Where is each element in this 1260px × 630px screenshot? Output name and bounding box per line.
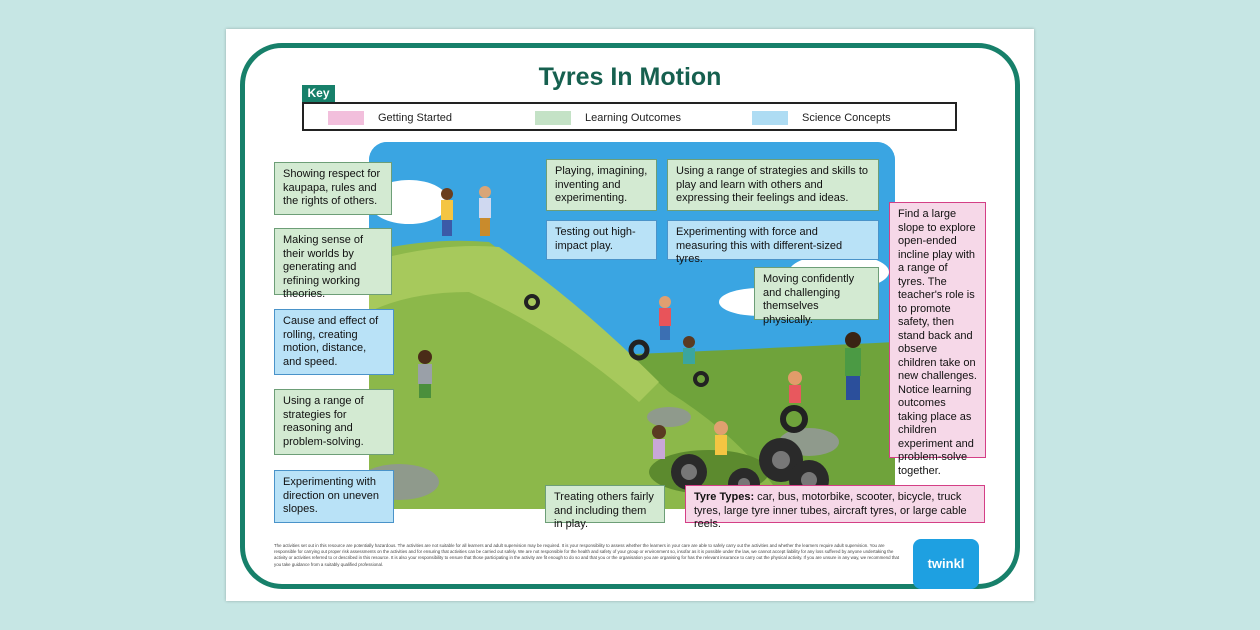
tyre-types-text: car, bus, motorbike, scooter, bicycle, truck tyres, large tyre inner tubes, aircraft tyres, or large cable reels. [694,491,967,530]
key-item-learning-outcomes [535,110,681,126]
card-tyre-types [685,485,985,530]
card-respect: Showing respect for kaupapa, rules and the rights of others. [274,162,392,215]
twinkl-logo: twinkl [913,539,979,589]
card-force: Experimenting with force and measuring this with different-sized tyres. [667,220,879,260]
poster-sheet [226,29,1034,601]
swatch-green [535,111,571,125]
card-direction: Experimenting with direction on uneven slopes. [274,470,394,523]
card-slope-instructions: Find a large slope to explore open-ended incline play with a range of tyres. The teacher's role is to promote safety, then stand back and observe children take on new challenges. Notice learning outcomes taking place as children experiment and problem-solve together. [889,202,986,458]
card-cause-effect: Cause and effect of rolling, creating motion, distance, and speed. [274,309,394,375]
swatch-pink [328,111,364,125]
card-strategies-skills: Using a range of strategies and skills to play and learn with others and expressing their feelings and ideas. [667,159,879,211]
key-label: Key [302,85,335,102]
key-item-science-concepts [752,110,891,126]
swatch-blue [752,111,788,125]
key-item-label: Getting Started [378,112,452,124]
card-reasoning: Using a range of strategies for reasoning and problem-solving. [274,389,394,455]
card-fairly: Treating others fairly and including them in play. [545,485,665,523]
tyre-types-label: Tyre Types: [694,491,755,503]
key-item-getting-started [328,110,452,126]
key-legend [302,102,957,131]
card-making-sense: Making sense of their worlds by generating and refining working theories. [274,228,392,295]
card-moving: Moving confidently and challenging themselves physically. [754,267,879,320]
key-item-label: Learning Outcomes [585,112,681,124]
card-playing: Playing, imagining, inventing and experimenting. [546,159,657,211]
key-item-label: Science Concepts [802,112,891,124]
disclaimer-text: The activities set out in this resource are potentially hazardous. The activities are not suitable for all learners and adult supervision may be required. It is your responsibility to assess whether the learners in your care are able to safely carry out the activities and whether the learners require adult supervision. You are responsible for carrying out proper risk assessments on the activities and for ensuring that activities can be carried out safely. We are not responsible for the health and safety of your group or environment so, insofar as it is possible under the law, we cannot accept liability for any loss suffered by anyone undertaking the activity or activities referred to or described in this resource. It is also your responsibility to ensure that those participating in the activity are fit enough to do so and that you or the organisation you are organising for has the relevant insurance to carry out the physical activity. If you are unsure in any way, we recommend that you take guidance from a suitably qualified professional. [274,543,900,567]
card-testing: Testing out high-impact play. [546,220,657,260]
poster-title: Tyres In Motion [538,63,722,91]
